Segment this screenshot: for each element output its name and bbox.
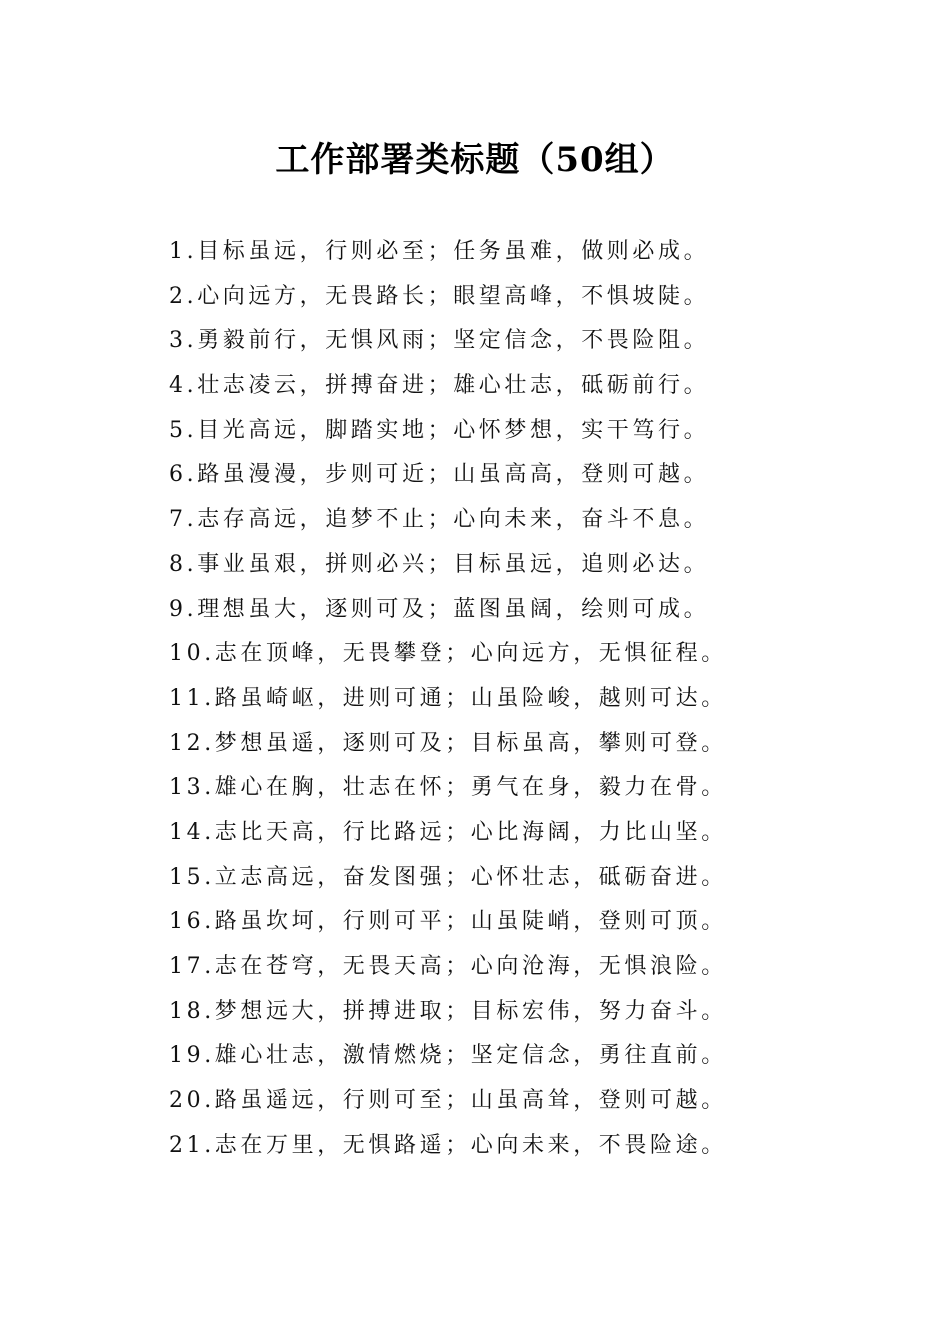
list-item: 19.雄心壮志，激情燃烧；坚定信念，勇往直前。	[169, 1043, 727, 1069]
list-item: 14.志比天高，行比路远；心比海阔，力比山坚。	[169, 819, 727, 845]
list-item: 16.路虽坎坷，行则可平；山虽陡峭，登则可顶。	[169, 909, 727, 935]
list-item: 1.目标虽远，行则必至；任务虽难，做则必成。	[169, 239, 710, 264]
list-item: 4.壮志凌云，拼搏奋进；雄心壮志，砥砺前行。	[169, 373, 710, 399]
list-item: 9.理想虽大，逐则可及；蓝图虽阔，绘则可成。	[169, 596, 710, 622]
list-item: 11.路虽崎岖，进则可通；山虽险峻，越则可达。	[169, 685, 727, 711]
list-item: 21.志在万里，无惧路遥；心向未来，不畏险途。	[169, 1132, 727, 1158]
list-item: 7.志存高远，追梦不止；心向未来，奋斗不息。	[169, 507, 710, 533]
list-item: 18.梦想远大，拼搏进取；目标宏伟，努力奋斗。	[169, 998, 727, 1024]
list-item: 5.目光高远，脚踏实地；心怀梦想，实干笃行。	[169, 417, 710, 443]
list-item: 10.志在顶峰，无畏攀登；心向远方，无惧征程。	[169, 641, 727, 667]
list-item: 8.事业虽艰，拼则必兴；目标虽远，追则必达。	[169, 551, 710, 577]
list-item: 13.雄心在胸，壮志在怀；勇气在身，毅力在骨。	[169, 775, 727, 801]
slogan-list	[169, 230, 909, 1168]
list-item: 3.勇毅前行，无惧风雨；坚定信念，不畏险阻。	[169, 328, 710, 354]
list-item: 15.立志高远，奋发图强；心怀壮志，砥砺奋进。	[169, 864, 727, 890]
list-item: 6.路虽漫漫，步则可近；山虽高高，登则可越。	[169, 462, 710, 488]
list-item: 12.梦想虽遥，逐则可及；目标虽高，攀则可登。	[169, 730, 727, 756]
list-item: 20.路虽遥远，行则可至；山虽高耸，登则可越。	[169, 1088, 727, 1114]
document-title: 工作部署类标题（50组）	[275, 140, 675, 180]
list-item: 17.志在苍穹，无畏天高；心向沧海，无惧浪险。	[169, 954, 727, 979]
list-item: 2.心向远方，无畏路长；眼望高峰，不惧坡陡。	[169, 283, 710, 309]
